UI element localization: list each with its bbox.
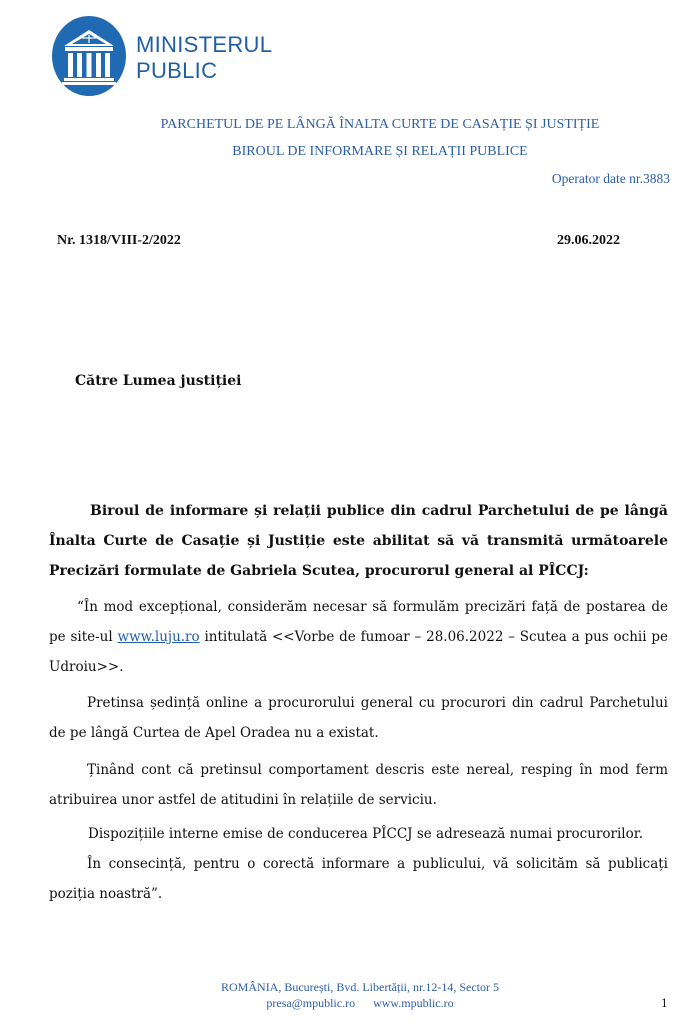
paragraph-3: Ținând cont că pretinsul comportament descris este nereal, resping în mod ferm atribuirea unor astfel de atitudini în relațiile de serviciu. bbox=[49, 762, 668, 808]
paragraph-1-end: intitulată <<Vorbe de fumoar – 28.06.2022 – Scutea a pus ochii pe Udroiu>>. bbox=[49, 629, 668, 675]
paragraph-1-start: “În mod excepțional, considerăm necesar să formulăm precizări față de postarea de pe site-ul bbox=[49, 599, 668, 645]
institution-title: PARCHETUL DE PE LÂNGĂ ÎNALTA CURTE DE CASAȚIE ȘI JUSTIȚIE bbox=[160, 117, 600, 132]
logo-line-2: PUBLIC bbox=[136, 58, 218, 83]
footer-contacts bbox=[150, 996, 570, 1011]
page-number: 1 bbox=[661, 995, 668, 1010]
paragraph-2: Pretinsa ședință online a procurorului general cu procurori din cadrul Parchetului de pe lângă Curtea de Apel Oradea nu a existat. bbox=[49, 695, 668, 741]
recipient-line: Către Lumea justiției bbox=[75, 373, 242, 389]
ministerul-public-logo-icon bbox=[52, 16, 126, 96]
department-title: BIROUL DE INFORMARE ȘI RELAȚII PUBLICE bbox=[232, 144, 528, 159]
footer-website[interactable]: www.mpublic.ro bbox=[373, 996, 454, 1010]
paragraph-1 bbox=[49, 592, 668, 682]
paragraph-4: Dispozițiile interne emise de conducerea PÎCCJ se adresează numai procurorilor. bbox=[88, 826, 643, 842]
operator-number: Operator date nr.3883 bbox=[551, 171, 670, 186]
footer-address: ROMÂNIA, București, Bvd. Libertății, nr.12-14, Sector 5 bbox=[221, 980, 499, 994]
luju-link[interactable]: www.luju.ro bbox=[117, 629, 200, 645]
logo-line-1: MINISTERUL bbox=[136, 32, 273, 57]
intro-paragraph: Biroul de informare și relații publice din cadrul Parchetului de pe lângă Înalta Curte de Casație și Justiție este abilitat să vă transmită următoarele Precizări formulate de Gabriela Scutea, procurorul general al PÎCCJ: bbox=[49, 503, 668, 579]
registration-number: Nr. 1318/VIII-2/2022 bbox=[57, 233, 181, 248]
logo-wordmark bbox=[136, 32, 272, 84]
paragraph-5: În consecință, pentru o corectă informare a publicului, vă solicităm să publicați poziția noastră”. bbox=[49, 856, 668, 902]
document-date: 29.06.2022 bbox=[557, 233, 620, 248]
footer-email[interactable]: presa@mpublic.ro bbox=[266, 996, 356, 1010]
